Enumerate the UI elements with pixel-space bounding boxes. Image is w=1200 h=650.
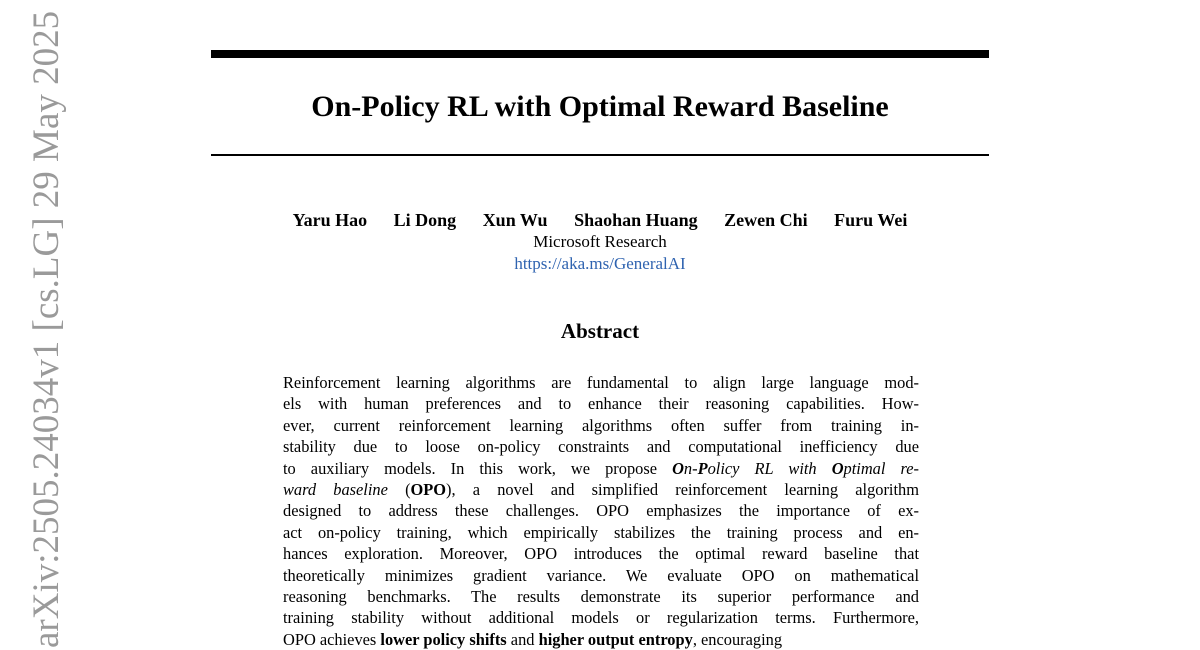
author-name: Shaohan Huang <box>574 210 698 230</box>
abstract-line: training stability without additional models or regularization terms. Furthermore, <box>283 608 919 628</box>
abstract-body <box>283 372 919 650</box>
abstract-line: reasoning benchmarks. The results demonstrate its superior performance and <box>283 586 919 606</box>
abstract-line: Reinforcement learning algorithms are fundamental to align large language mod- <box>283 373 919 392</box>
author-name: Xun Wu <box>482 210 548 230</box>
author-name: Li Dong <box>393 210 457 230</box>
abstract-line: stability due to loose on-policy constraints and computational inefficiency due <box>283 437 919 457</box>
project-link[interactable]: https://aka.ms/GeneralAI <box>514 254 686 273</box>
abstract-line: designed to address these challenges. OPO emphasizes the importance of ex- <box>283 501 919 521</box>
title-top-rule <box>211 50 989 58</box>
author-name: Zewen Chi <box>724 210 808 230</box>
affiliation: Microsoft Research <box>533 232 667 251</box>
abstract-line: OPO achieves lower policy shifts and higher output entropy, encouraging <box>283 629 783 649</box>
abstract-line: ever, current reinforcement learning algorithms often suffer from training in- <box>283 415 919 435</box>
abstract-line: act on-policy training, which empirically stabilizes the training process and en- <box>283 522 919 542</box>
paper-title: On-Policy RL with Optimal Reward Baseline <box>311 90 889 123</box>
project-link-container <box>211 253 989 275</box>
author-list <box>211 208 989 232</box>
abstract-line: theoretically minimizes gradient variance. We evaluate OPO on mathematical <box>283 565 919 585</box>
author-name: Yaru Hao <box>292 210 368 230</box>
abstract-line: els with human preferences and to enhance their reasoning capabilities. How- <box>283 394 919 414</box>
title-bottom-rule <box>211 154 989 156</box>
abstract-line: ward baseline (OPO), a novel and simplified reinforcement learning algorithm <box>283 479 919 499</box>
author-name: Furu Wei <box>834 210 908 230</box>
arxiv-id-stamp: arXiv:2505.24034v1 [cs.LG] 29 May 2025 <box>26 10 67 648</box>
abstract-line: hances exploration. Moreover, OPO introduces the optimal reward baseline that <box>283 544 919 564</box>
abstract-line: to auxiliary models. In this work, we propose On-Policy RL with Optimal re- <box>283 458 919 478</box>
abstract-heading: Abstract <box>560 319 640 343</box>
